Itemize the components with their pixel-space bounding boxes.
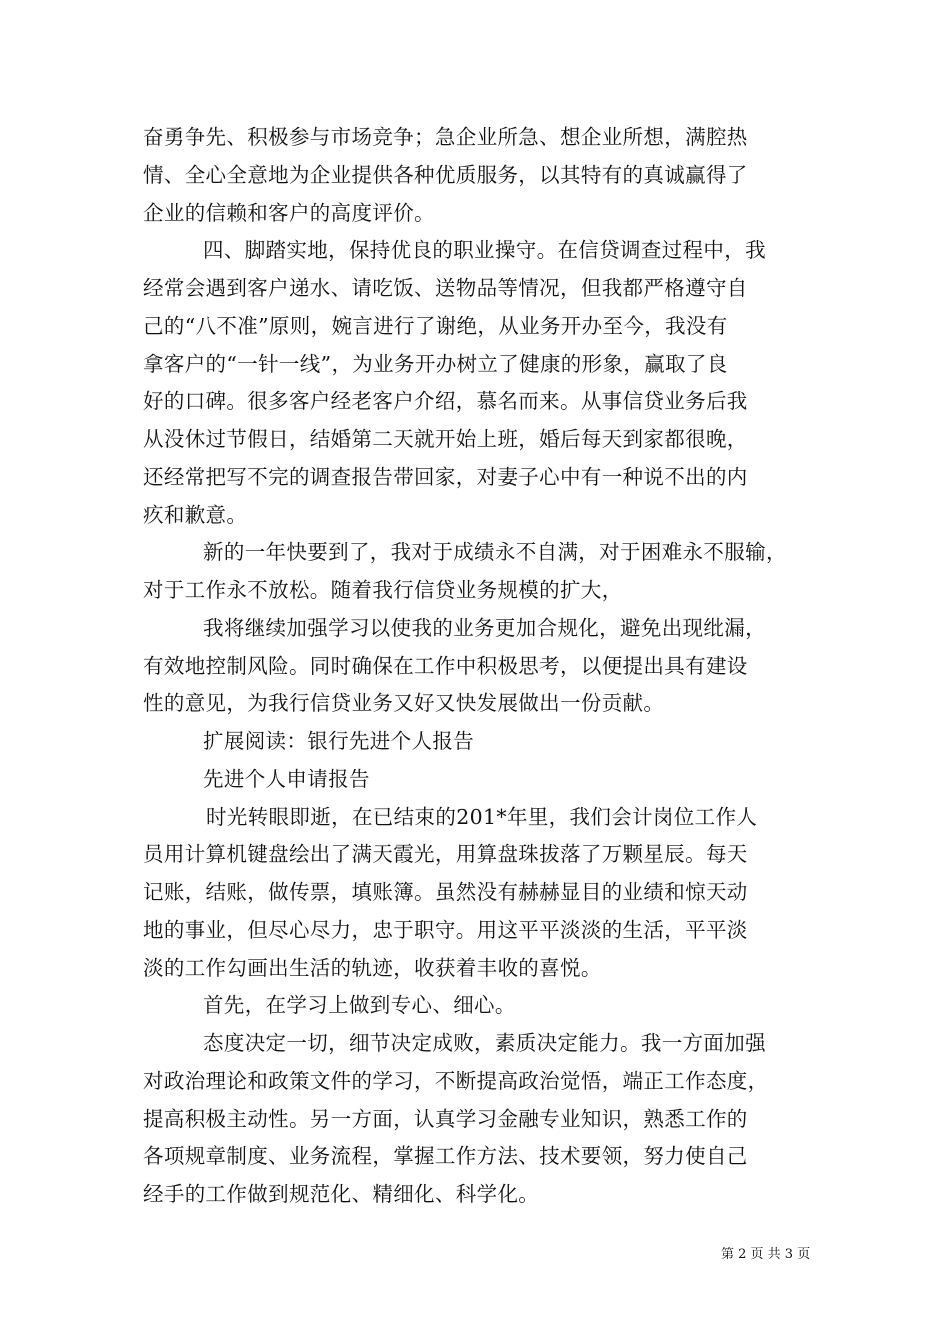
text-line: 从没休过节假日，结婚第二天就开始上班，婚后每天到家都很晚， (143, 427, 748, 451)
text-line: 好的口碑。很多客户经老客户介绍，慕名而来。从事信贷业务后我 (143, 389, 748, 414)
text-line: 员用计算机键盘绘出了满天霞光，用算盘珠拔落了万颗星辰。每天 (143, 842, 748, 867)
text-line: 己的“八不准”原则，婉言进行了谢绝，从业务开办至今，我没有 (143, 313, 728, 338)
text-line: 性的意见，为我行信贷业务又好又快发展做出一份贡献。 (143, 691, 665, 716)
text-line: 提高积极主动性。另一方面，认真学习金融专业知识，熟悉工作的 (143, 1106, 748, 1131)
section-subheading: 先进个人申请报告 (203, 766, 370, 791)
text-line: 对于工作永不放松。随着我行信贷业务规模的扩大， (143, 578, 623, 602)
text-line: 企业的信赖和客户的高度评价。 (143, 200, 435, 225)
paragraph-start-line: 四、脚踏实地，保持优良的职业操守。在信贷调查过程中，我 (203, 238, 766, 263)
text-line: 有效地控制风险。同时确保在工作中积极思考，以便提出具有建设 (143, 653, 748, 678)
text-line: 各项规章制度、业务流程，掌握工作方法、技术要领，努力使自己 (143, 1144, 748, 1169)
section-heading: 扩展阅读：银行先进个人报告 (203, 729, 475, 753)
text-line: 对政治理论和政策文件的学习，不断提高政治觉悟，端正工作态度， (143, 1068, 769, 1093)
page-number-footer: 第 2 页 共 3 页 (721, 1247, 811, 1262)
text-line: 还经常把写不完的调查报告带回家，对妻子心中有一种说不出的内 (143, 464, 748, 489)
text-line: 拿客户的“一针一线”，为业务开办树立了健康的形象，赢取了良 (143, 351, 728, 376)
text-line: 奋勇争先、积极参与市场竞争；急企业所急、想企业所想，满腔热 (143, 125, 748, 149)
text-line: 淡的工作勾画出生活的轨迹，收获着丰收的喜悦。 (143, 955, 602, 980)
paragraph-start-line: 我将继续加强学习以使我的业务更加合规化，避免出现纰漏， (203, 615, 766, 640)
paragraph-start-line: 态度决定一切，细节决定成败，素质决定能力。我一方面加强 (203, 1031, 766, 1055)
text-line: 疚和歉意。 (143, 502, 248, 527)
text-line: 地的事业，但尽心尽力，忠于职守。用这平平淡淡的生活，平平淡 (143, 917, 748, 942)
text-line: 经手的工作做到规范化、精细化、科学化。 (143, 1182, 540, 1206)
paragraph-start-line: 新的一年快要到了，我对于成绩永不自满，对于困难永不服输， (203, 540, 787, 565)
paragraph-start-line: 首先，在学习上做到专心、细心。 (203, 993, 516, 1018)
paragraph-start-line: 时光转眼即逝，在已结束的201*年里，我们会计岗位工作人 (206, 804, 758, 829)
text-line: 记账，结账，做传票，填账簿。虽然没有赫赫显目的业绩和惊天动 (143, 880, 748, 904)
text-line: 经常会遇到客户递水、请吃饭、送物品等情况，但我都严格遵守自 (143, 276, 748, 300)
text-line: 情、全心全意地为企业提供各种优质服务，以其特有的真诚赢得了 (143, 162, 748, 187)
document-body (143, 119, 823, 1214)
